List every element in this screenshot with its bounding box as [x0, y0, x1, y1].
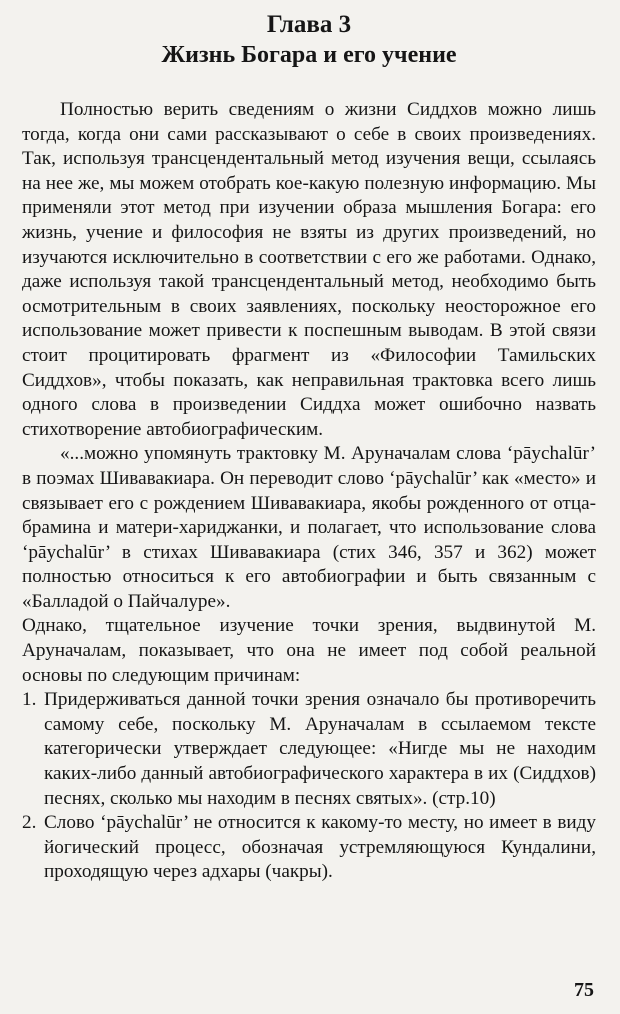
list-item-text: Придерживаться данной точки зрения означало бы противоречить самому себе, поскольку М. Аруначалам в ссылаемом тексте категорически утверждает следующее: «Нигде мы не находим каких-либо данный автобиографического характера в их (Сиддхов) песнях, сколько мы находим в песнях святых». (стр.10) [44, 689, 596, 809]
reasons-list [22, 688, 596, 885]
list-item-text: Слово ‘pāychalūr’ не относится к какому-то месту, но имеет в виду йогический процесс, обозначая устремляющуюся Кундалини, проходящую через адхары (чакры). [44, 812, 596, 883]
list-item [22, 688, 596, 811]
chapter-title: Жизнь Богара и его учение [161, 42, 457, 68]
quote-paragraph: «...можно упомянуть трактовку М. Аруначалам слова ‘pāychalūr’ в поэмах Шивавакиара. Он переводит слово ‘pāychalūr’ как «место» и связывает его с рождением Шивавакиара, якобы рожденного от отца-брамина и матери-хариджанки, и полагает, что использование слова ‘pāychalūr’ в стихах Шивавакиара (стих 346, 357 и 362) может полностью относиться к его автобиографии и быть связанным с «Балладой о Пайчалуре». [22, 443, 596, 612]
intro-paragraph: Полностью верить сведениям о жизни Сиддхов можно лишь тогда, когда они сами рассказывают о себе в своих произведениях. Так, используя трансцендентальный метод изучения вещи, ссылаясь на нее же, мы можем отобрать кое-какую полезную информацию. Мы применяли этот метод при изучении образа мышления Богара: его жизнь, учение и философия не взяты из других произведений, но изучаются исключительно в соответствии с его же работами. Однако, даже используя такой трансцендентальный метод, необходимо быть осмотрительным в своих заявлениях, поскольку неосторожное его использование может привести к поспешным выводам. В этой связи стоит процитировать фрагмент из «Философии Тамильских Сиддхов», чтобы показать, как неправильная трактовка всего лишь одного слова в произведении Сиддха может ошибочно назвать стихотворение автобиографическим. [22, 99, 596, 440]
list-item [22, 811, 596, 885]
however-paragraph: Однако, тщательное изучение точки зрения, выдвинутой М. Аруначалам, показывает, что она не имеет под собой реальной основы по следующим причинам: [22, 615, 596, 686]
page-number: 75 [574, 979, 594, 1001]
list-item-number: 1. [22, 689, 37, 711]
list-item-number: 2. [22, 812, 37, 834]
chapter-number: Глава 3 [266, 11, 352, 38]
